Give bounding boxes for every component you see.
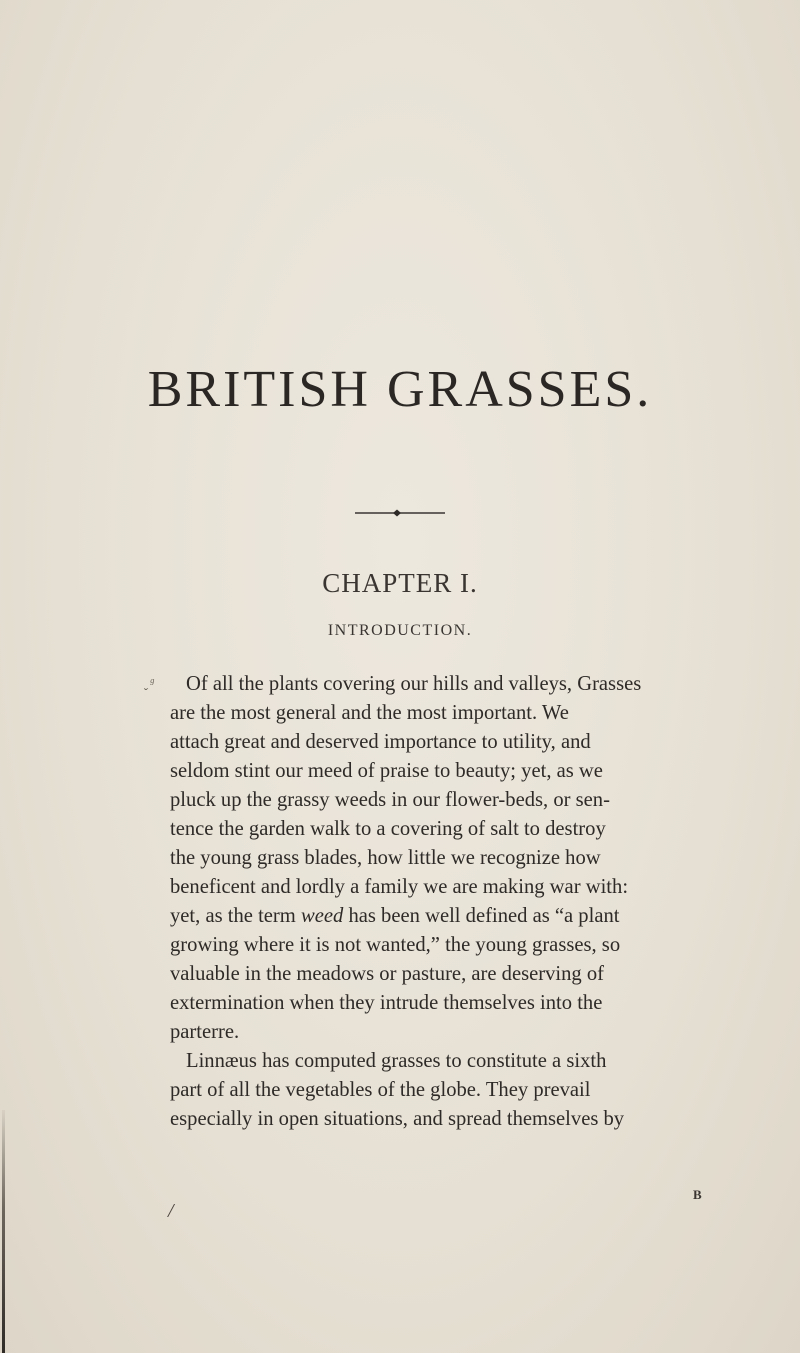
signature-mark: B xyxy=(693,1187,702,1202)
ornament-rule xyxy=(355,508,445,518)
text-line: pluck up the grassy weeds in our flower-beds, or sen- xyxy=(170,789,610,811)
text-line: seldom stint our meed of praise to beauty; yet, as we xyxy=(170,760,603,782)
text-line: especially in open situations, and spread themselves by xyxy=(170,1108,625,1130)
text-line: beneficent and lordly a family we are making war with: xyxy=(170,876,629,898)
text-line: valuable in the meadows or pasture, are deserving of xyxy=(170,963,605,985)
margin-mark: ˬᵍ xyxy=(145,676,154,691)
text-line: Linnæus has computed grasses to constitute a sixth xyxy=(186,1050,607,1072)
book-title: BRITISH GRASSES. xyxy=(147,361,653,418)
body-text xyxy=(170,670,750,1134)
text-line: extermination when they intrude themselves into the xyxy=(170,992,603,1014)
text-line: are the most general and the most important. We xyxy=(170,702,569,724)
text-line: attach great and deserved importance to utility, and xyxy=(170,731,591,753)
emphasized-word: weed xyxy=(300,905,344,927)
text-line: yet, as the term weed has been well defined as “a plant xyxy=(170,905,620,927)
text-line: tence the garden walk to a covering of salt to destroy xyxy=(170,818,606,840)
text-line: parterre. xyxy=(170,1021,240,1043)
chapter-heading: CHAPTER I. xyxy=(322,568,478,598)
text-line: the young grass blades, how little we recognize how xyxy=(170,847,601,869)
pencil-mark: / xyxy=(168,1200,174,1222)
section-heading: INTRODUCTION. xyxy=(327,622,473,639)
text-line: growing where it is not wanted,” the young grasses, so xyxy=(170,934,621,956)
text-line: part of all the vegetables of the globe. They prevail xyxy=(170,1079,591,1101)
page-edge-shadow xyxy=(2,1110,5,1353)
text-line: Of all the plants covering our hills and valleys, Grasses xyxy=(186,673,642,695)
